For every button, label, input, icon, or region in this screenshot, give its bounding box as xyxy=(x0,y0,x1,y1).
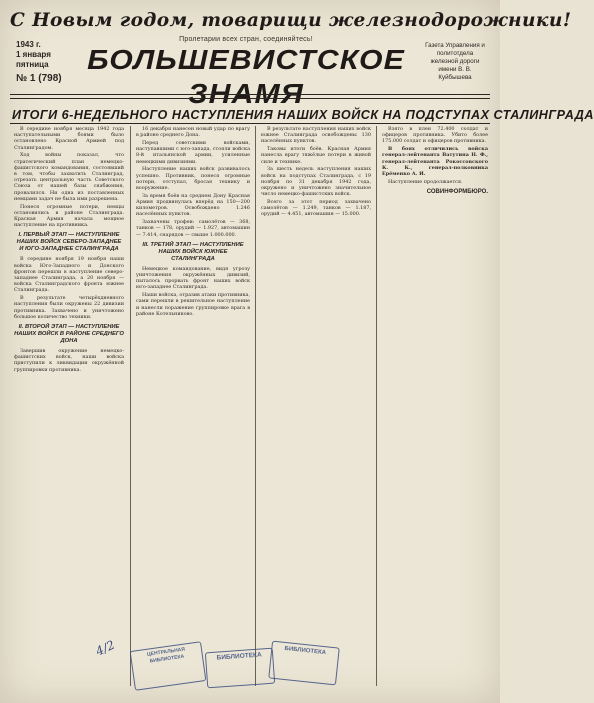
paragraph: В результате наступления наших войск южнее Сталинграда освобождены 130 населённых пунктов. xyxy=(261,126,371,145)
column-divider xyxy=(130,126,131,686)
library-stamp: БИБЛИОТЕКА xyxy=(205,648,275,689)
article-columns xyxy=(14,126,488,686)
paragraph: Захвачены трофеи: самолётов — 368, танков — 178, орудий — 1.927, автомашин — 7.414, снарядов — свыше 1.000.000. xyxy=(136,219,250,238)
paragraph: Завершив окружение немецко-фашистских войск, наши войска приступили к ликвидации окружённой группировки противника. xyxy=(14,348,124,373)
paragraph: В боях отличились войска генерал-лейтенанта Ватутина Н. Ф., генерал-лейтенанта Рокоссовского К. К., генерал-полковника Ерёменко А. И. xyxy=(382,146,488,178)
article-column-2 xyxy=(136,126,250,686)
library-stamp: ЦЕНТРАЛЬНАЯ БИБЛИОТЕКА xyxy=(130,641,207,691)
paragraph: Немецкое командование, видя угрозу уничтожения окружённых дивизий, пыталось прорвать фронт наших войск юго-западнее Сталинграда. xyxy=(136,265,250,291)
article-column-3 xyxy=(261,126,371,686)
column-divider xyxy=(255,126,256,686)
section-heading-1: I. ПЕРВЫЙ ЭТАП — НАСТУПЛЕНИЕ НАШИХ ВОЙСК СЕВЕРО-ЗАПАДНЕЕ И ЮГО-ЗАПАДНЕЕ СТАЛИНГРАДА xyxy=(16,232,122,253)
paragraph: Взято в плен 72.400 солдат и офицеров противника. Убито более 175.000 солдат и офицеров противника. xyxy=(382,126,488,145)
issue-info xyxy=(16,40,68,84)
paragraph: Понеся огромные потери, немцы остановились в районе Сталинграда. Красная Армия начала мощное наступление на противника. xyxy=(14,203,124,229)
section-heading-2: II. ВТОРОЙ ЭТАП — НАСТУПЛЕНИЕ НАШИХ ВОЙСК В РАЙОНЕ СРЕДНЕГО ДОНА xyxy=(14,324,124,345)
paragraph: Перед советскими войсками, наступавшими с юго-запада, стояли войска 8-й итальянской армии, усиленные немецкими дивизиями. xyxy=(136,140,250,165)
article-column-1 xyxy=(14,126,124,686)
paragraph: В середине ноября 19 ноября наши войска Юго-Западного и Донского фронтов перешли в наступление северо-западнее Сталинграда, а 20 ноября — войска Сталинградского фронта южнее Сталинграда. xyxy=(14,256,124,294)
issue-number: № 1 (798) xyxy=(16,73,62,84)
paragraph: Наши войска, отразив атаки противника, сами перешли в решительное наступление и нанесли поражение группировке врага в районе Котельниково. xyxy=(136,292,250,317)
paragraph: В результате четырёхдневного наступления были окружены 22 дивизии противника. Захвачено и уничтожено большое количество техники. xyxy=(14,295,124,320)
paragraph: Наступление продолжается. xyxy=(388,178,463,185)
main-headline: ИТОГИ 6-НЕДЕЛЬНОГО НАСТУПЛЕНИЯ НАШИХ ВОЙСК НА ПОДСТУПАХ СТАЛИНГРАДА xyxy=(12,108,594,122)
paragraph: 16 декабря нанесен новый удар по врагу в районе среднего Дона. xyxy=(136,126,250,139)
paragraph: Наступление наших войск развивалось успешно. Противник, понеся огромные потери, отступал, бросая технику и вооружение. xyxy=(136,166,250,192)
issue-date: 1 января xyxy=(16,50,51,59)
section-heading-3: III. ТРЕТИЙ ЭТАП — НАСТУПЛЕНИЕ НАШИХ ВОЙСК ЮЖНЕЕ СТАЛИНГРАДА xyxy=(142,241,244,262)
signature-sovinformburo: СОВИНФОРМБЮРО. xyxy=(426,189,488,196)
headline-rule xyxy=(10,123,490,124)
publisher-info: Газета Управления и политотдела железной дороги имени В. В. Куйбышева xyxy=(425,42,485,81)
column-divider xyxy=(376,126,377,686)
article-column-4 xyxy=(382,126,488,686)
paragraph: Всего за этот период захвачено самолётов — 1.249, танков — 1.187, орудий — 4.451, автомашин — 15.000. xyxy=(261,199,371,218)
paragraph: В середине ноября месяца 1942 года наступательными боями было остановлено Красной Армией под Сталинградом. xyxy=(14,126,124,151)
paragraph: За шесть недель наступления наших войск на подступах Сталинграда, с 19 ноября по 31 декабря 1942 года, окружено и уничтожено значительное число немецко-фашистских войск. xyxy=(261,166,371,198)
issue-year: 1943 г. xyxy=(16,40,41,49)
masthead-rule-top xyxy=(10,94,490,95)
masthead-rule-bottom xyxy=(10,98,490,99)
library-stamp: БИБЛИОТЕКА xyxy=(268,641,340,686)
new-year-slogan: С Новым годом, товарищи железнодорожники! xyxy=(10,10,572,31)
motto: Пролетарии всех стран, соединяйтесь! xyxy=(179,36,313,43)
issue-weekday: пятница xyxy=(16,60,49,69)
paragraph: Таковы итоги боёв. Красная Армия нанесла врагу тяжёлые потери в живой силе и технике. xyxy=(261,146,371,165)
paragraph: Ход войны показал, что стратегический план немецко-фашистского командования, состоявший в том, чтобы захватить Сталинград, отрезать центральную часть Советского Союза от нашей базы снабжения, провалился. Ни одна из поставленных немцами задач не была ими разрешена. xyxy=(14,152,124,202)
newspaper-title: БОЛЬШЕВИСТСКОЕ ЗНАМЯ xyxy=(87,44,405,109)
handwritten-mark: 4/2 xyxy=(93,637,117,659)
masthead xyxy=(16,36,486,109)
paragraph: За время боёв на среднем Дону Красная Армия продвинулась вперёд на 150—200 километров. Освобождено 1.246 населённых пунктов. xyxy=(136,192,250,218)
masthead-center xyxy=(76,36,416,111)
